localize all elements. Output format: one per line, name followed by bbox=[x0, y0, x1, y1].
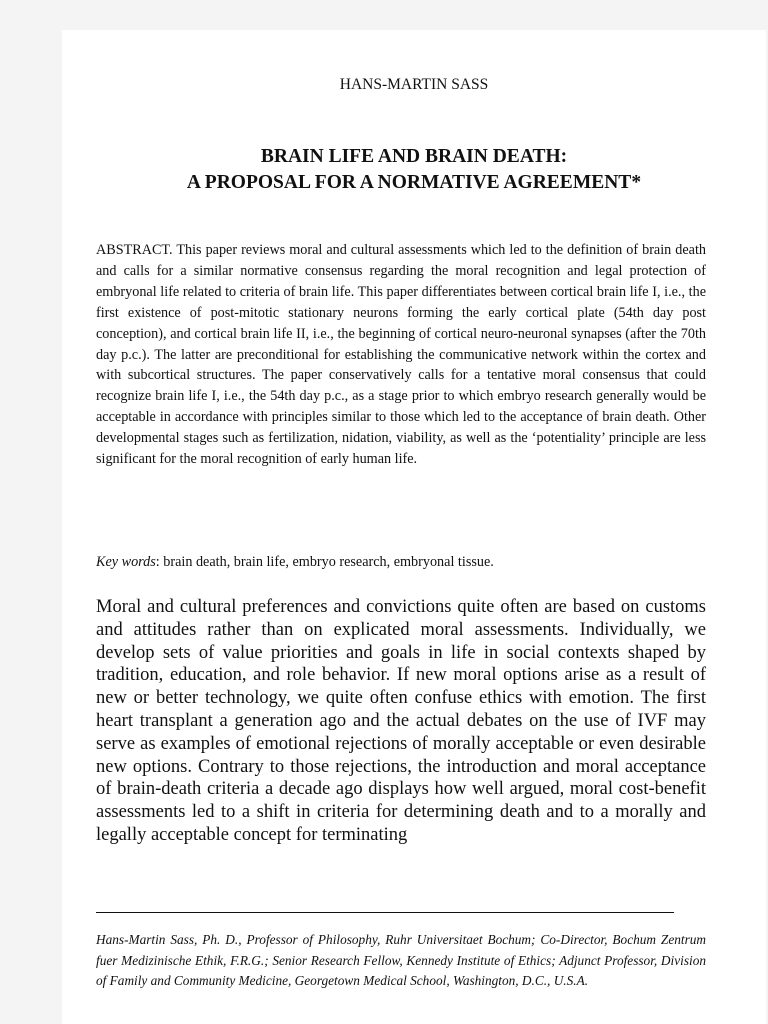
abstract: ABSTRACT. This paper reviews moral and cultural assessments which led to the definition of brain death and calls for a similar normative consensus regarding the moral recognition and legal protection of embryonal life related to criteria of brain life. This paper differentiates between cortical brain life I, i.e., the first existence of post-mitotic stationary neurons forming the early cortical plate (54th day post conception), and cortical brain life II, i.e., the beginning of cortical neuro-neuronal synapses (after the 70th day p.c.). The latter are preconditional for establishing the communicative network within the cortex and with subcortical structures. The paper conservatively calls for a tentative moral consensus that could recognize brain life I, i.e., the 54th day p.c., as a stage prior to which embryo research generally would be acceptable in accordance with principles similar to those which led to the acceptance of brain death. Other developmental stages such as fertilization, nidation, viability, as well as the ‘potentiality’ principle are less significant for the moral recognition of early human life. bbox=[96, 242, 706, 468]
title-line-1: BRAIN LIFE AND BRAIN DEATH: bbox=[260, 146, 568, 167]
document-page bbox=[62, 30, 766, 1024]
title-line-2: A PROPOSAL FOR A NORMATIVE AGREEMENT* bbox=[186, 172, 642, 193]
author-footnote: Hans-Martin Sass, Ph. D., Professor of Philosophy, Ruhr Universitaet Bochum; Co-Director, Bochum Zentrum fuer Medizinische Ethik, F.R.G.; Senior Research Fellow, Kennedy Institute of Ethics; Adjunct Professor, Division of Family and Community Medicine, Georgetown Medical School, Washington, D.C., U.S.A. bbox=[96, 932, 706, 988]
paper-title bbox=[62, 144, 766, 196]
keywords bbox=[96, 552, 706, 572]
footnote-divider bbox=[96, 912, 674, 913]
author-name: HANS-MARTIN SASS bbox=[339, 76, 489, 93]
keywords-label: Key words bbox=[96, 554, 156, 570]
body-paragraph: Moral and cultural preferences and convictions quite often are based on customs and attitudes rather than on explicated moral assessments. Individually, we develop sets of value priorities and goals in life in social contexts shaped by tradition, education, and role behavior. If new moral options arise as a result of new or better technology, we quite often confuse ethics with emotion. The first heart transplant a generation ago and the actual debates on the use of IVF may serve as examples of emotional rejections of morally acceptable or even desirable new options. Contrary to those rejections, the introduction and moral acceptance of brain-death criteria a decade ago displays how well argued, moral cost-benefit assessments led to a shift in criteria for determining death and to a morally and legally acceptable concept for terminating bbox=[96, 597, 706, 845]
keywords-list: : brain death, brain life, embryo research, embryonal tissue. bbox=[155, 554, 494, 570]
